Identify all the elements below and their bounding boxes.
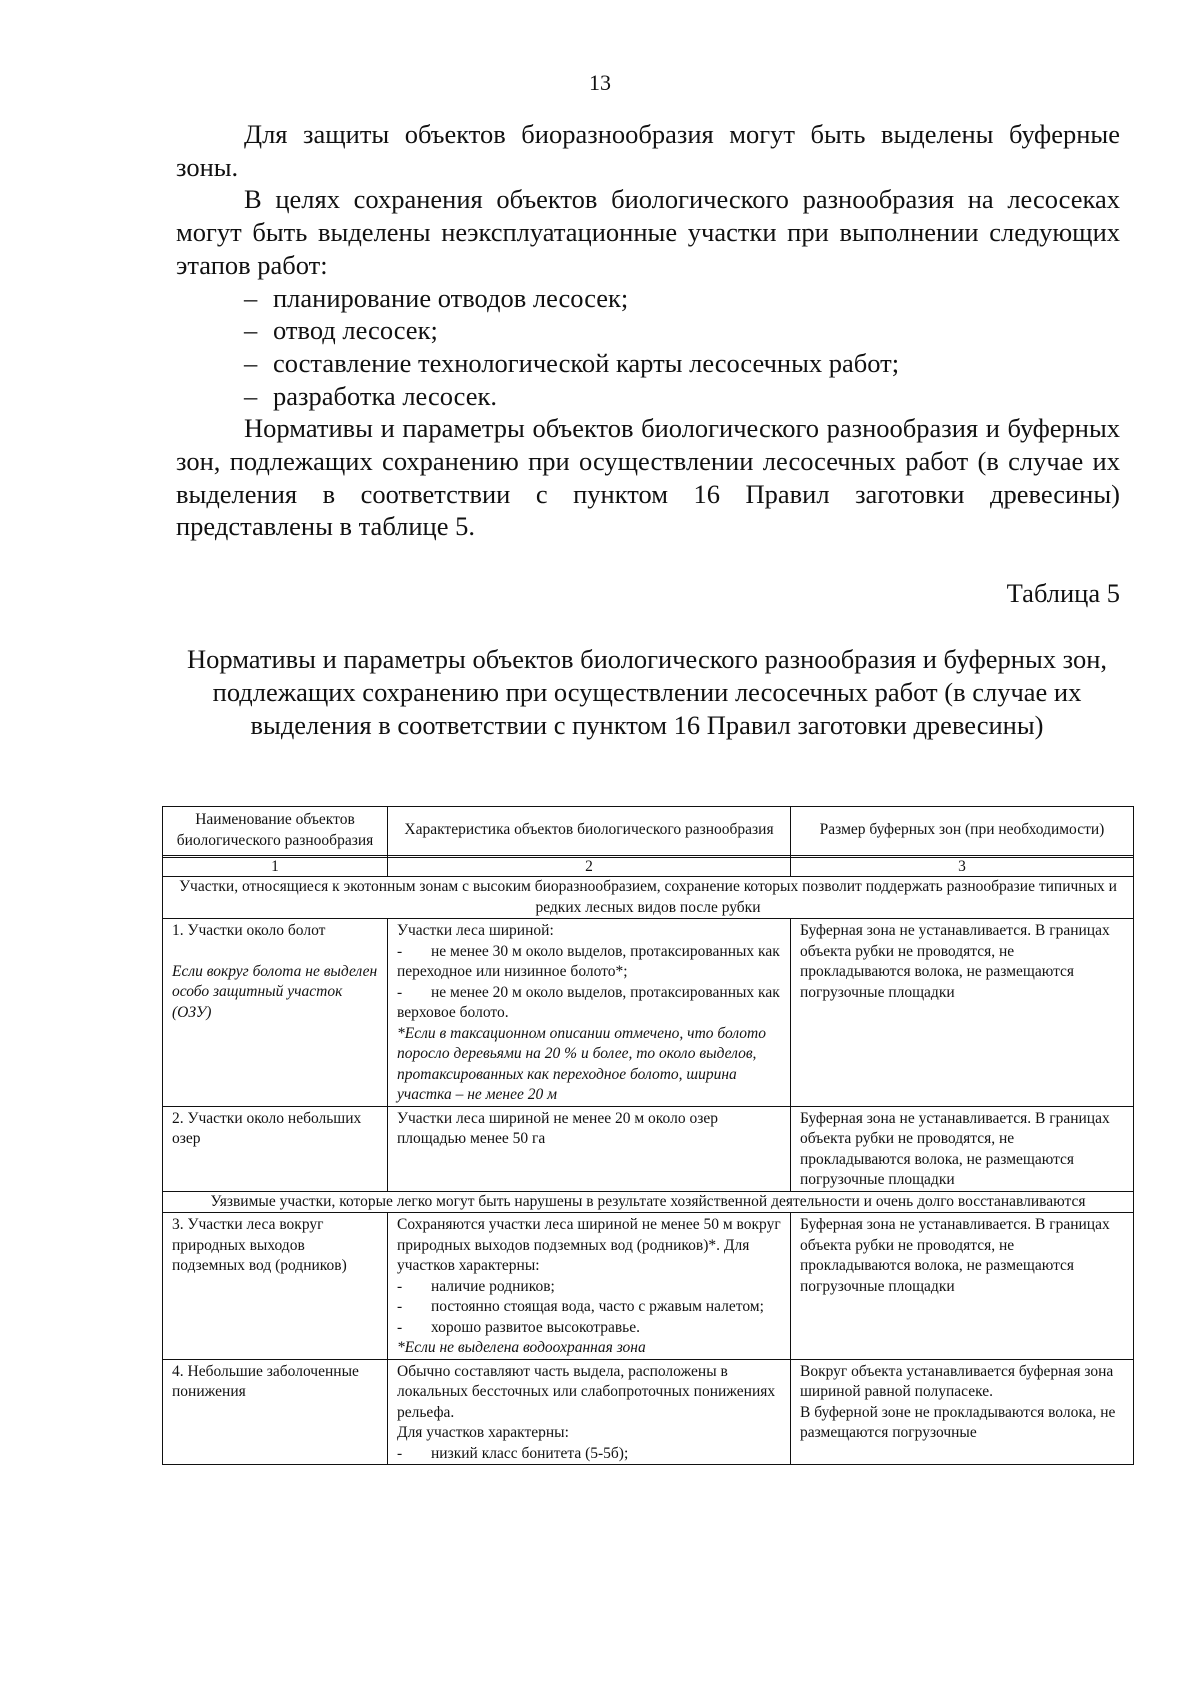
list-item bbox=[244, 347, 1120, 380]
row-characteristics-cell bbox=[388, 919, 791, 1107]
section-heading-ecotone: Участки, относящиеся к экотонным зонам с высоким биоразнообразием, сохранение которых позволит поддержать разнообразие типичных и редких лесных видов после рубки bbox=[163, 877, 1134, 919]
bullet-text: хорошо развитое высокотравье. bbox=[431, 1318, 640, 1336]
table-container bbox=[162, 806, 1133, 1465]
characteristics-intro-2: Для участков характерны: bbox=[397, 1424, 569, 1441]
row-buffer-cell bbox=[791, 1359, 1134, 1465]
bullet-text: низкий класс бонитета (5-5б); bbox=[431, 1444, 629, 1462]
characteristics-note: *Если не выделена водоохранная зона bbox=[397, 1339, 646, 1356]
bullet-dash: - bbox=[397, 983, 403, 1001]
column-number-row bbox=[163, 858, 1134, 877]
characteristics-bullet bbox=[397, 1277, 781, 1298]
list-item-text: составление технологической карты лесосечных работ; bbox=[273, 347, 900, 378]
body-text bbox=[176, 118, 1120, 543]
characteristics-bullet bbox=[397, 1318, 781, 1339]
header-cell-buffer-size: Размер буферных зон (при необходимости) bbox=[791, 807, 1134, 856]
row-name: 1. Участки около болот bbox=[172, 922, 326, 939]
table-row bbox=[163, 919, 1134, 1107]
page-number: 13 bbox=[589, 70, 611, 95]
bullet-text: наличие родников; bbox=[431, 1277, 555, 1295]
header-cell-name: Наименование объектов биологического разнообразия bbox=[163, 807, 388, 856]
bullet-dash: - bbox=[397, 1277, 403, 1295]
row-name-cell: 4. Небольшие заболоченные понижения bbox=[163, 1359, 388, 1465]
column-number: 1 bbox=[163, 858, 388, 877]
bullet-dash: - bbox=[397, 942, 403, 960]
table-row bbox=[163, 1106, 1134, 1191]
paragraph-biodiversity-areas: В целях сохранения объектов биологического разнообразия на лесосеках могут быть выделены неэксплуатационные участки при выполнении следующих этапов работ: bbox=[176, 184, 1120, 280]
bullet-dash: - bbox=[397, 1318, 403, 1336]
row-characteristics-cell bbox=[388, 1359, 791, 1465]
list-item-text: отвод лесосек; bbox=[273, 315, 438, 346]
table-label: Таблица 5 bbox=[1006, 578, 1120, 608]
table-row bbox=[163, 1213, 1134, 1360]
bullet-text: постоянно стоящая вода, часто с ржавым налетом; bbox=[431, 1298, 764, 1315]
bullet-dash: - bbox=[397, 1444, 403, 1462]
list-item bbox=[244, 380, 1120, 413]
table-row bbox=[163, 1359, 1134, 1465]
column-number: 2 bbox=[388, 858, 791, 877]
characteristics-intro: Сохраняются участки леса шириной не менее 50 м вокруг природных выходов подземных вод (родников)*. Для участков характерны: bbox=[397, 1216, 781, 1274]
list-dash: – bbox=[244, 380, 258, 411]
work-stages-list bbox=[176, 282, 1120, 413]
list-dash: – bbox=[244, 315, 258, 346]
paragraph-table-reference: Нормативы и параметры объектов биологического разнообразия и буферных зон, подлежащих сохранению при осуществлении лесосечных работ (в случае их выделения в соответствии с пунктом 16 Правил заготовки древесины) представлены в таблице 5. bbox=[176, 413, 1120, 542]
characteristics-note: *Если в таксационном описании отмечено, что болото поросло деревьями на 20 % и более, то около выделов, протаксированных как переходное болото, ширина участка – не менее 20 м bbox=[397, 1024, 766, 1103]
row-name-cell: 3. Участки леса вокруг природных выходов подземных вод (родников) bbox=[163, 1213, 388, 1360]
bullet-dash: - bbox=[397, 1298, 403, 1315]
buffer-text-2: В буферной зоне не прокладываются волока, не размещаются погрузочные bbox=[800, 1403, 1116, 1441]
bullet-text: не менее 20 м около выделов, протаксированных как верховое болото. bbox=[397, 983, 780, 1021]
row-characteristics-cell: Участки леса шириной не менее 20 м около озер площадью менее 50 га bbox=[388, 1106, 791, 1191]
header-cell-characteristics: Характеристика объектов биологического разнообразия bbox=[388, 807, 791, 856]
list-item bbox=[244, 314, 1120, 347]
paragraph-buffer-zones: Для защиты объектов биоразнообразия могут быть выделены буферные зоны. bbox=[176, 119, 1120, 182]
characteristics-intro: Участки леса шириной: bbox=[397, 922, 554, 939]
table-title: Нормативы и параметры объектов биологического разнообразия и буферных зон, подлежащих сохранению при осуществлении лесосечных работ (в случае их выделения в соответствии с пунктом 16 Правил заготовки древесины) bbox=[186, 644, 1108, 740]
column-number: 3 bbox=[791, 858, 1134, 877]
list-item-text: разработка лесосек. bbox=[273, 380, 497, 411]
row-name-note: Если вокруг болота не выделен особо защитный участок (ОЗУ) bbox=[172, 962, 378, 1021]
row-buffer-cell: Буферная зона не устанавливается. В границах объекта рубки не проводятся, не прокладываются волока, не размещаются погрузочные площадки bbox=[791, 919, 1134, 1107]
section-heading-vulnerable: Уязвимые участки, которые легко могут быть нарушены в результате хозяйственной деятельности и очень долго восстанавливаются bbox=[163, 1191, 1134, 1213]
characteristics-bullet bbox=[397, 1297, 781, 1318]
section-row bbox=[163, 1191, 1134, 1213]
row-buffer-cell: Буферная зона не устанавливается. В границах объекта рубки не проводятся, не прокладываются волока, не размещаются погрузочные площадки bbox=[791, 1106, 1134, 1191]
list-item-text: планирование отводов лесосек; bbox=[273, 282, 629, 313]
characteristics-intro: Обычно составляют часть выдела, расположены в локальных бессточных или слабопроточных понижениях рельефа. bbox=[397, 1362, 776, 1421]
section-row bbox=[163, 877, 1134, 919]
characteristics-bullet bbox=[397, 1444, 781, 1465]
list-item bbox=[244, 282, 1120, 315]
biodiversity-table bbox=[162, 806, 1134, 1465]
list-dash: – bbox=[244, 282, 258, 313]
row-characteristics-cell bbox=[388, 1213, 791, 1360]
list-dash: – bbox=[244, 347, 258, 378]
characteristics-bullet bbox=[397, 942, 781, 983]
row-name-cell: 2. Участки около небольших озер bbox=[163, 1106, 388, 1191]
buffer-text: Вокруг объекта устанавливается буферная зона шириной равной полупасеке. bbox=[800, 1362, 1114, 1400]
bullet-text: не менее 30 м около выделов, протаксированных как переходное или низинное болото*; bbox=[397, 942, 780, 980]
row-buffer-cell: Буферная зона не устанавливается. В границах объекта рубки не проводятся, не прокладываются волока, не размещаются погрузочные площадки bbox=[791, 1213, 1134, 1360]
table-header-row bbox=[163, 807, 1134, 856]
row-name-cell bbox=[163, 919, 388, 1107]
characteristics-bullet bbox=[397, 983, 781, 1024]
